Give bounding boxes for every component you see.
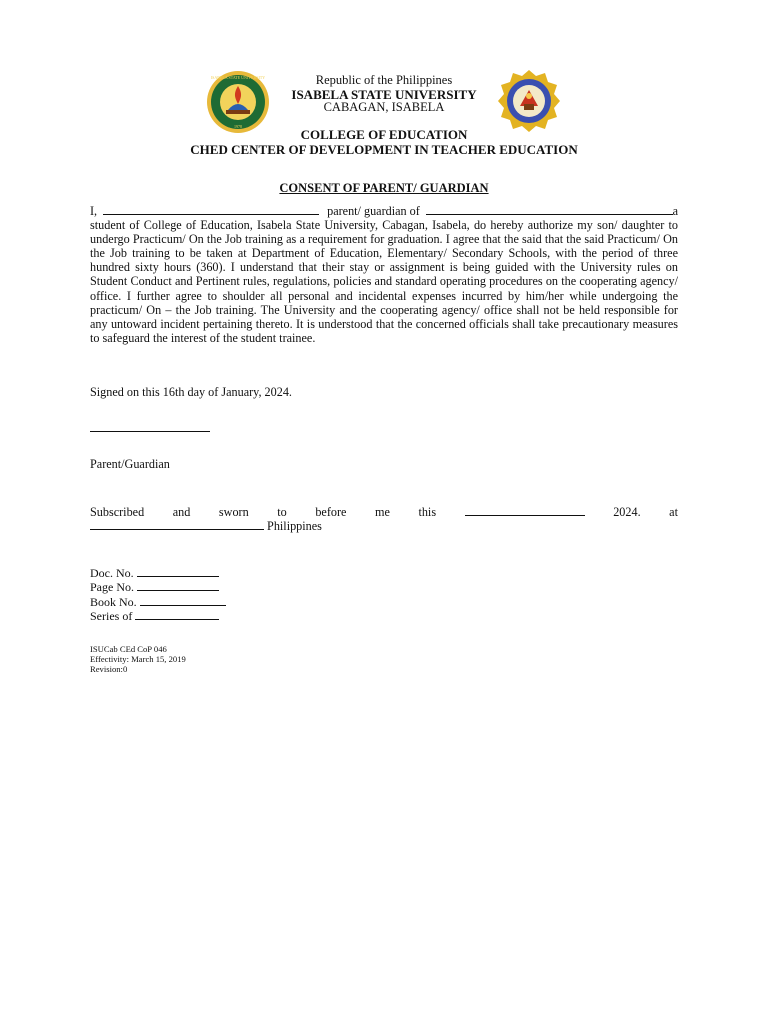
jurat-word: at	[669, 505, 678, 519]
doc-no-row	[90, 566, 226, 580]
student-name-blank[interactable]	[426, 204, 673, 215]
jurat-section	[90, 505, 678, 533]
seal-year: 1978	[234, 124, 242, 129]
philippines-word: Philippines	[267, 519, 322, 534]
guardian-of-text: parent/ guardian of	[327, 204, 420, 218]
jurat-word: and	[172, 505, 191, 519]
consent-paragraph	[90, 204, 678, 345]
i-word: I,	[90, 204, 98, 218]
jurat-date-blank[interactable]	[465, 505, 585, 516]
parent-name-blank[interactable]	[103, 204, 319, 215]
campus-line: CABAGAN, ISABELA	[323, 100, 445, 114]
jurat-word: Subscribed	[90, 505, 145, 519]
jurat-line-2	[90, 519, 678, 533]
jurat-place-blank[interactable]	[90, 519, 264, 530]
series-blank[interactable]	[135, 609, 219, 620]
series-label: Series of	[90, 608, 133, 623]
republic-line: Republic of the Philippines	[315, 73, 453, 87]
jurat-word: before	[315, 505, 347, 519]
page-no-row	[90, 580, 226, 594]
doc-no-blank[interactable]	[137, 566, 219, 577]
college-name: COLLEGE OF EDUCATION	[300, 127, 468, 142]
university-name: ISABELA STATE UNIVERSITY	[291, 86, 477, 102]
center-name: CHED CENTER OF DEVELOPMENT IN TEACHER EDUCATION	[190, 141, 578, 157]
page-no-label: Page No.	[90, 580, 134, 595]
jurat-word: 2024.	[613, 505, 641, 519]
book-no-label: Book No.	[90, 594, 137, 609]
consent-body-text: student of College of Education, Isabela State University, Cabagan, Isabela, do hereby authorize my son/ daughter to undergo Practicum/ On the Job training as a requirement for graduation. I agree that the said that the said Practicum/ On the Job training to be taken at Department of Education, Elementary/ Secondary Schools, with the period of three hundred sixty hours (360). I understand that their stay or assignment is being guided with the University rules on Student Conduct and Pertinent rules, regulations, policies and standard operating procedures on the cooperating agency/ office. I further agree to shoulder all personal and incidental expenses incurred by him/her while undergoing the practicum/ On – the Job training. The University and the cooperating agency/ office shall not be held responsible for any untoward incident pertaining thereto. It is understood that the concerned officials shall take precautionary measures to safeguard the interest of the student trainee.	[90, 218, 678, 345]
jurat-line-1	[90, 505, 678, 519]
signature-line[interactable]	[90, 431, 210, 432]
doc-no-label: Doc. No.	[90, 566, 134, 580]
college-heading	[0, 128, 768, 157]
revision-number: Revision:0	[90, 664, 128, 675]
jurat-word: sworn	[218, 505, 249, 519]
a-word: a	[672, 204, 678, 218]
seal-ring-text: ISABELA STATE UNIVERSITY	[210, 75, 266, 80]
jurat-word: to	[277, 505, 287, 519]
consent-first-line	[90, 204, 678, 218]
jurat-word: this	[418, 505, 437, 519]
page-no-blank[interactable]	[137, 580, 219, 591]
book-no-blank[interactable]	[140, 595, 226, 606]
book-no-row	[90, 595, 226, 609]
signature-label: Parent/Guardian	[90, 457, 170, 471]
document-title: CONSENT OF PARENT/ GUARDIAN	[279, 181, 489, 195]
signed-date: Signed on this 16th day of January, 2024.	[90, 385, 292, 399]
effectivity-date: Effectivity: March 15, 2019	[90, 654, 186, 665]
notary-details	[90, 566, 226, 623]
letterhead-text	[0, 74, 768, 115]
document-footer	[90, 644, 186, 675]
letterhead	[0, 68, 768, 128]
form-code: ISUCab CEd CoP 046	[90, 644, 167, 654]
series-row	[90, 609, 226, 623]
jurat-word: me	[375, 505, 390, 519]
college-seal-logo	[496, 68, 562, 134]
